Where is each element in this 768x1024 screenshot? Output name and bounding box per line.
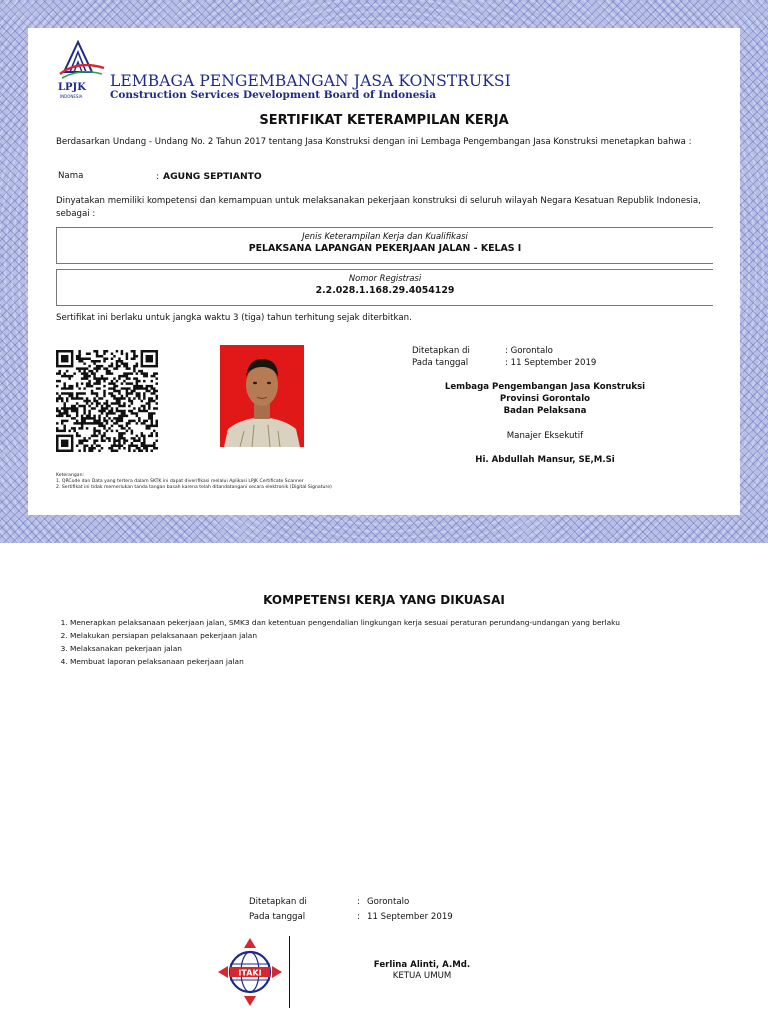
competency-issued-at-sep: : [357,897,360,907]
competency-issued-at-label: Ditetapkan di [249,897,307,907]
certificate-title: SERTIFIKAT KETERAMPILAN KERJA [259,113,509,128]
competency-item: 2. Melakukan persiapan pelaksanaan pekerjaan jalan [70,629,620,642]
registration-caption: Nomor Registrasi [348,273,422,283]
issued-at-value: : Gorontalo [505,346,553,356]
note-1: 1. QRCode dan Data yang tertera dalam SKTK ini dapat diverifikasi melalui Aplikasi LPJK Certificate Scanner [56,479,304,484]
signer-name: Hi. Abdullah Mansur, SE,M.Si [475,455,615,465]
competency-signer-name: Ferlina Alinti, A.Md. [373,960,471,970]
qr-code [56,350,158,452]
holder-photo-image [220,345,304,447]
notes-title: Keterangan: [56,473,85,478]
competency-issued-date-value: 11 September 2019 [367,912,453,922]
signature-divider [289,936,290,1008]
holder-photo [220,345,304,447]
statement-text: Dinyatakan memiliki kompetensi dan kemampuan untuk melaksanakan pekerjaan konstruksi di seluruh wilayah Negara Kesatuan Republik Indonesia, sebagai : [56,196,701,219]
competency-item: 4. Membuat laporan pelaksanaan pekerjaan jalan [70,655,620,668]
itaki-logo [216,936,284,1008]
issuer-line-3: Badan Pelaksana [503,406,587,416]
competency-signer-title: KETUA UMUM [392,971,452,981]
signer-title: Manajer Eksekutif [506,431,584,441]
issued-at-label: Ditetapkan di [412,346,470,356]
skill-value: PELAKSANA LAPANGAN PEKERJAAN JALAN - KELAS I [248,243,522,254]
issued-date-label: Pada tanggal [412,358,469,368]
issuer-line-2: Provinsi Gorontalo [499,394,591,404]
registration-box [56,269,713,306]
competency-issued-date-label: Pada tanggal [249,912,306,922]
competency-item: 3. Melaksanakan pekerjaan jalan [70,642,620,655]
skill-caption: Jenis Keterampilan Kerja dan Kualifikasi [302,231,468,241]
lpjk-logo-country: INDONESIA [60,94,83,99]
competency-issued-at-value: Gorontalo [367,897,410,907]
name-value: AGUNG SEPTIANTO [163,171,262,182]
issued-date-value: : 11 September 2019 [505,358,597,368]
intro-text: Berdasarkan Undang - Undang No. 2 Tahun 2017 tentang Jasa Konstruksi dengan ini Lembaga Pengembangan Jasa Konstruksi menetapkan bahwa : [56,137,692,147]
validity-text: Sertifikat ini berlaku untuk jangka waktu 3 (tiga) tahun terhitung sejak diterbitkan. [56,313,412,323]
issuer-line-1: Lembaga Pengembangan Jasa Konstruksi [444,382,646,392]
itaki-logo-text: ITAKI [238,968,262,978]
competency-item: 1. Menerapkan pelaksanaan pekerjaan jalan, SMK3 dan ketentuan pengendalian lingkungan kerja sesuai peraturan perundang-undangan yang berlaku [70,616,620,629]
issuer-block [420,381,670,417]
lpjk-logo-text: LPJK [58,82,86,93]
name-separator: : [156,172,159,182]
skill-box [56,227,713,264]
org-name-en: Construction Services Development Board of Indonesia [110,89,437,101]
competency-list [56,616,620,668]
note-2: 2. Sertifikat ini tidak memerlukan tanda tangan basah karena telah ditandatangani secara elektronik (Digital Signature) [56,485,332,490]
name-label: Nama [58,171,84,181]
competency-title: KOMPETENSI KERJA YANG DIKUASAI [263,593,505,607]
registration-number: 2.2.028.1.168.29.4054129 [315,285,455,296]
org-name: LEMBAGA PENGEMBANGAN JASA KONSTRUKSI [110,72,511,90]
competency-issued-date-sep: : [357,912,360,922]
lpjk-logo [56,38,106,100]
